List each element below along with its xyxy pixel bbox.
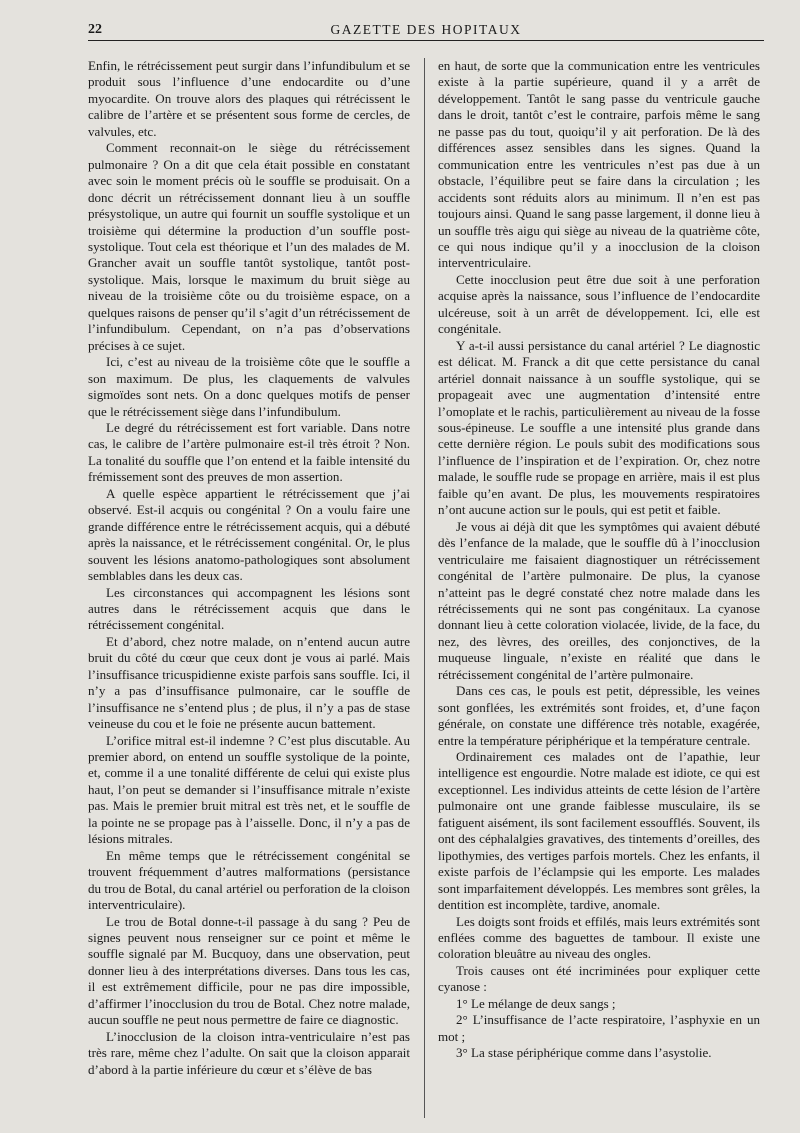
paragraph: Le degré du rétrécissement est fort variable. Dans notre cas, le calibre de l’artère pulmonaire est-il très étroit ? Non. La tonalité du souffle que l’on entend et la faible intensité du frémissement sont des preuves de mon assertion. [88, 419, 410, 485]
paragraph: En même temps que le rétrécissement congénital se trouvent fréquemment d’autres malformations (persistance du trou de Botal, du canal artériel ou perforation de la cloison interventriculaire). [88, 847, 410, 913]
left-column [88, 58, 410, 1118]
page-number: 22 [88, 22, 102, 37]
paragraph: Trois causes ont été incriminées pour expliquer cette cyanose : [438, 962, 760, 995]
paragraph: Ordinairement ces malades ont de l’apathie, leur intelligence est engourdie. Notre malade est idiote, ce qui est exceptionnel. Les individus atteints de cette lésion de l’artère pulmonaire ont une grande faiblesse musculaire, ils se fatiguent aisément, ils sont facilement essoufflés. Souvent, ils ont des céphalalgies gravatives, des tintements d’oreilles, des lipothymies, des vertiges parfois mortels. Chez les enfants, il existe parfois de l’éclampsie qui les emporte. Les malades sont imparfaitement développés. Les membres sont grêles, la dentition est incomplète, tardive, anomale. [438, 749, 760, 913]
list-item: 1° Le mélange de deux sangs ; [456, 995, 616, 1011]
paragraph: Dans ces cas, le pouls est petit, dépressible, les veines sont gonflées, les extrémités sont froides, et, d’une façon générale, on constate une différence très notable, exagérée, entre la température périphérique et la température centrale. [438, 683, 760, 748]
paragraph: Enfin, le rétrécissement peut surgir dans l’infundibulum et se produit sous l’influence d’une endocardite ou d’une myocardite. On trouve alors des plaques qui rétrécissent le calibre de l’artère et se présentent sous forme de cercles, de valvules, etc. [88, 58, 410, 139]
paragraph: Les doigts sont froids et effilés, mais leurs extrémités sont enflées comme des baguettes de tambour. Il existe une coloration bleuâtre au niveau des ongles. [438, 913, 760, 962]
column-divider [424, 58, 425, 1118]
paragraph: A quelle espèce appartient le rétrécissement que j’ai observé. Est-il acquis ou congénital ? On a voulu faire une grande différence entre le rétrécissement acquis, qui a débuté après la naissance, et le rétrécissement congénital. Or, le plus souvent les lésions anatomo-pathologiques sont absolument semblables dans les deux cas. [88, 485, 410, 584]
paragraph: en haut, de sorte que la communication entre les ventricules existe à la partie supérieure, quand il y a arrêt de développement. Tantôt le sang passe du ventricule gauche dans le droit, tantôt c’est le contraire, parfois même le sang ne passe pas du tout, quoiqu’il y ait perforation. De là des différences assez sensibles dans les signes. Quand la communication entre les ventricules n’est pas due à un obstacle, l’équilibre peut se faire dans la circulation ; les accidents sont réduits alors au minimum. Il n’en est pas toujours ainsi. Quand le sang passe largement, il donne lieu à un souffle très aigu qui siège au niveau de la quatrième côte, ce qui nous indique qu’il y a inocclusion de la cloison interventriculaire. [438, 58, 760, 271]
paragraph: Cette inocclusion peut être due soit à une perforation acquise après la naissance, sous l’influence de l’endocardite ulcéreuse, soit à un arrêt de développement. Ici, elle est congénitale. [438, 271, 760, 337]
list-item: 2° L’insuffisance de l’acte respiratoire, l’asphyxie en un mot ; [438, 1012, 760, 1044]
paragraph: Y a-t-il aussi persistance du canal artériel ? Le diagnostic est délicat. M. Franck a dit que cette persistance du canal artériel donnait naissance à un souffle systolique, qui se propageait avec une augmentation d’intensité entre l’omoplate et le rachis, particulièrement au niveau de la fosse sous-épineuse. Le souffle a une intensité plus grande dans cette dernière région. Le pouls subit des modifications sous l’influence de l’inspiration et de l’expiration. Or, chez notre malade, le souffle rude se propage en arrière, mais il est plus faible qu’en avant. De plus, les mouvements respiratoires n’ont aucune action sur le pouls, qui est petit et faible. [438, 337, 760, 518]
paragraph: Je vous ai déjà dit que les symptômes qui avaient débuté dès l’enfance de la malade, que le souffle dû à l’inocclusion ventriculaire me faisaient diagnostiquer un rétrécissement congénital de l’artère pulmonaire. De plus, la cyanose n’atteint pas le degré constaté chez notre malade dans les rétrécissements qui ne sont pas congénitaux. La cyanose donnant lieu à cette coloration violacée, livide, de la face, du nez, des lèvres, des oreilles, des conjonctives, de la muqueuse linguale, n’existe en réalité que dans le rétrécissement congénital de l’artère pulmonaire. [438, 518, 760, 682]
paragraph: Les circonstances qui accompagnent les lésions sont autres dans le rétrécissement acquis que dans le rétrécissement congénital. [88, 584, 410, 633]
list-item: 3° La stase périphérique comme dans l’asystolie. [456, 1045, 712, 1061]
page-header [88, 18, 764, 41]
paragraph: Ici, c’est au niveau de la troisième côte que le souffle a son maximum. De plus, les claquements de valvules sigmoïdes sont nets. On a donc quelques motifs de penser que le rétrécissement siège dans l’infundibulum. [88, 354, 410, 419]
paragraph: L’inocclusion de la cloison intra-ventriculaire n’est pas très rare, même chez l’adulte. On sait que la cloison apparait d’abord à la partie inférieure du cœur et s’élève de bas [88, 1028, 410, 1077]
right-column [438, 58, 760, 1118]
paragraph: Et d’abord, chez notre malade, on n’entend aucun autre bruit du côté du cœur que ceux dont je vous ai parlé. Mais l’insuffisance tricuspidienne existe parfois sans souffle. Ici, il n’y a pas d’insuffisance pulmonaire, car le souffle de l’insuffisance ne s’entend plus ; de plus, il n’y a pas de stase veineuse du cou et le foie ne présente aucun battement. [88, 633, 410, 732]
running-title: GAZETTE DES HOPITAUX [330, 22, 522, 37]
paragraph: L’orifice mitral est-il indemne ? C’est plus discutable. Au premier abord, on entend un souffle systolique de la pointe, et, comme il a une tonalité différente de celui qui existe plus haut, l’on peut se demander si l’insuffisance mitrale n’existe pas. Mais le premier bruit mitral est très net, et le souffle de la pointe ne se propage pas à l’aisselle. Donc, il n’y a pas de lésions mitrales. [88, 732, 410, 847]
paragraph: Comment reconnait-on le siège du rétrécissement pulmonaire ? On a dit que cela était possible en constatant avec soin le moment précis où le souffle se produisait. On a donc décrit un rétrécissement donnant lieu à un souffle présystolique, un autre qui fournit un souffle systolique et un troisième qui détermine la production d’un souffle post-systolique. Tout cela est théorique et l’un des malades de M. Grancher avait un souffle tantôt systolique, tantôt post-systolique. Mais, lorsque le maximum du bruit siège au niveau de la troisième côte ou du troisième espace, on a quelques raisons de penser qu’il s’agit d’un rétrécissement de l’infundibulum. Cependant, on n’a pas d’observations précises à ce sujet. [88, 140, 410, 353]
paragraph: Le trou de Botal donne-t-il passage à du sang ? Peu de signes peuvent nous renseigner sur ce point et même le souffle signalé par M. Bucquoy, dans une observation, peut donner lieu à des interprétations diverses. Dans tous les cas, il est extrêmement difficile, pour ne pas dire impossible, d’affirmer l’inocclusion du trou de Botal. Chez notre malade, aucun souffle ne peut nous permettre de faire ce diagnostic. [88, 913, 410, 1028]
